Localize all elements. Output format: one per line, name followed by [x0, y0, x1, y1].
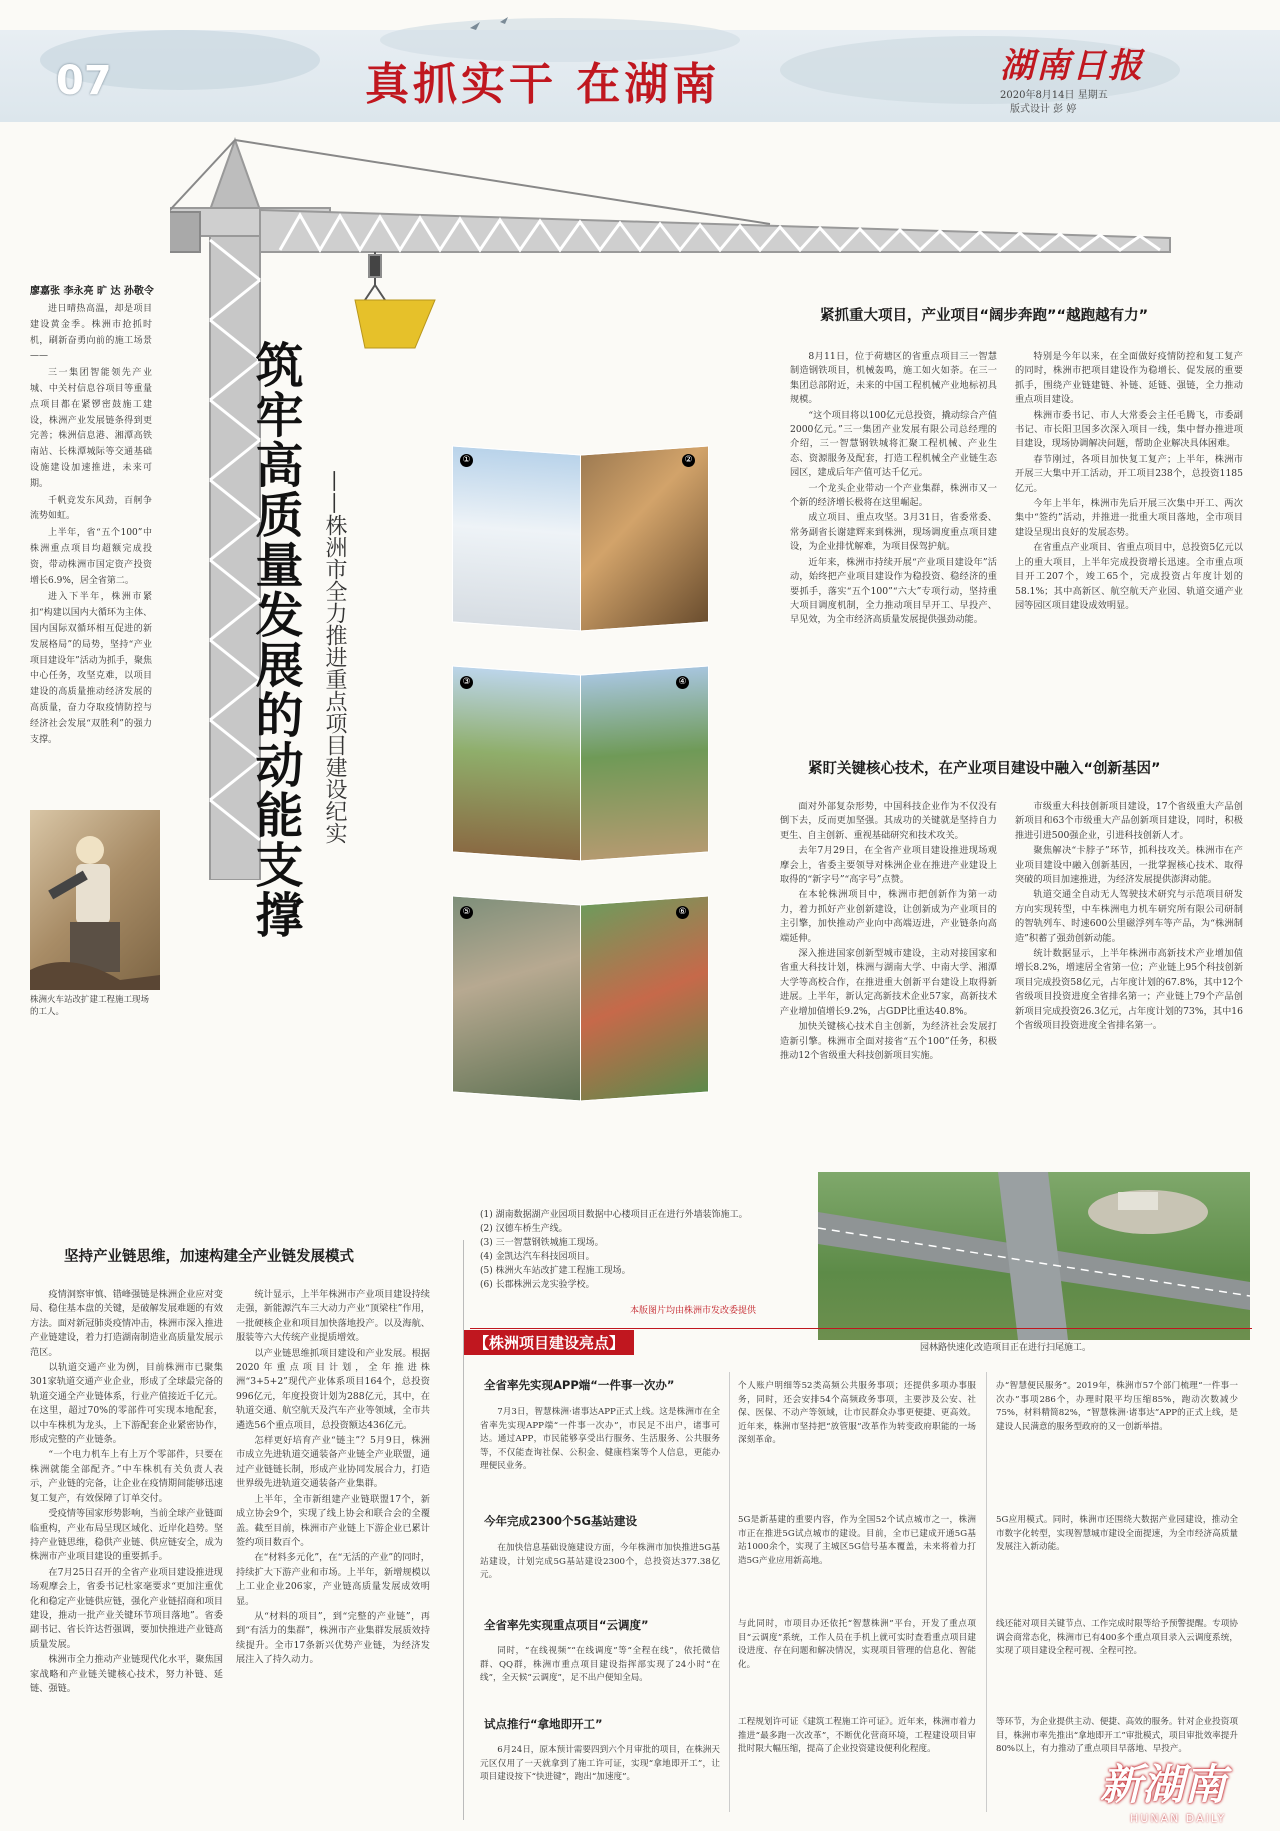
section3-column-b: 统计显示，上半年株洲市产业项目建设持续走强，新能源汽车三大动力产业“顶梁柱”作用，一批硬核企业和项目加快落地投产。以及海航、服装等六大传统产业提质增效。 以产业链思维抓项目建设和产业发展。根据2020年重点项目计划，全年推进株洲“3+5+2”现代产业体系项目164个，总投资996亿元，年度投资计划为288亿元，其中，在轨道交通、航空航天及汽车产业等领域，全市共遴选56个重点项目，总投资额达436亿元。 怎样更好培育产业“链主”？5月9日，株洲市成立先进轨道交通装备产业链全产业联盟，通过产业链链长制，形成产业协同发展合力，打造世界级先进轨道交通装备产业集群。 上半年，全市新组建产业链联盟17个，新成立协会9个，实现了线上协会和联合会的全覆盖。截至目前，株洲市产业链上下游企业已累计签约项目数百个。 在“材料多元化”，在“无活的产业”的同时，持续扩大下游产业和市场。上半年，新增规模以上工业企业206家，产业链高质量发展成效明显。 从“材料的项目”，到“完整的产业链”，再到“有活力的集群”，株洲市产业集群发展质效持续提升。全市17条新兴优势产业链，为经济发展注入了持久动力。: [236, 1289, 430, 1666]
section2-column-b: 市级重大科技创新项目建设，17个省级重大产品创新项目和63个市级重大产品创新项目建设，同时，积极推进引进500强企业，引进科技创新人才。 聚焦解决“卡脖子”环节，抓科技攻关。株洲市在产业项目建设中融入创新基因，一批掌握核心技术、取得突破的项目加速推进，为经济发展提供澎湃动能。 轨道交通全自动无人驾驶技术研究与示范项目研发方向实现转型，中车株洲电力机车研究所有限公司研制的智轨列车、时速600公里磁浮列车等产品，为“株洲制造”积蓄了强劲创新动能。 统计数据显示，上半年株洲市高新技术产业增加值增长8.2%，增速居全省第一位；产业链上95个科技创新项目完成投资58亿元，占年度计划的67.8%，其中12个省级项目投资进度全省排名第一；产业链上79个产品创新项目完成投资26.3亿元，占年度计划的73%，其中16个省级项目投资进度全省排名第一。: [1015, 801, 1243, 1032]
hook-cargo: [355, 300, 435, 348]
issue-date: 2020年8月14日 星期五: [1000, 90, 1108, 101]
caption-2: (2) 汉德车桥生产线。: [480, 1224, 568, 1234]
highlight-2-text-a: 在加快信息基础设施建设方面，今年株洲市加快推进5G基站建设，计划完成5G基站建设2300个，总投资达377.38亿元。: [480, 1543, 720, 1580]
section1-column-b: 特别是今年以来，在全面做好疫情防控和复工复产的同时，株洲市把项目建设作为稳增长、促发展的重要抓手，围绕产业链建链、补链、延链、强链，全力推动重点项目建设。 株洲市委书记、市人大常委会主任毛腾飞，市委副书记、市长阳卫国多次深入项目一线，集中督办推进项目建设，现场协调解决问题，帮助企业解决具体困难。 春节刚过，各项目加快复工复产；上半年，株洲市开展三大集中开工活动，开工项目238个，总投资1185亿元。 今年上半年，株洲市先后开展三次集中开工、两次集中“签约”活动，并推进一批重大项目落地，全市项目建设呈现出良好的发展态势。 在省重点产业项目、省重点项目中，总投资5亿元以上的重大项目，上半年完成投资增长迅速。全市重点项目开工207个，竣工65个，完成投资占年度计划的58.1%；其中高新区、航空航天产业园、轨道交通产业园等园区项目建设成效明显。: [1015, 351, 1243, 611]
highlight-4-text-a: 6月24日，原本预计需要四到六个月审批的项目，在株洲天元区仅用了一天就拿到了施工许可证，实现“拿地即开工”，让项目建设按下“快进键”，跑出“加速度”。: [480, 1745, 720, 1782]
photo-credit: 本版图片均由株洲市发改委提供: [630, 1306, 757, 1316]
photo-label-1: ①: [460, 454, 473, 467]
highlight-2-text-b: 5G是新基建的重要内容，作为全国52个试点城市之一，株洲市正在推进5G试点城市的建设。目前，全市已建成开通5G基站1000余个，实现了主城区5G信号基本覆盖，未来将着力打造5G产业应用新高地。: [738, 1515, 976, 1566]
highlight-3-text-c: 线还能对项目关键节点、工作完成时限等给予预警提醒。专项协调会商常态化，株洲市已有400多个重点项目录入云调度系统，实现了项目建设全程可视、全程可控。: [996, 1619, 1238, 1656]
photo-captions: [480, 1208, 800, 1292]
caption-3: (3) 三一智慧钢铁城施工现场。: [480, 1238, 604, 1248]
highlight-4-title: 试点推行“拿地即开工”: [484, 1717, 603, 1731]
worker-photo: [30, 810, 160, 990]
divider-hl-1: [729, 1372, 730, 1812]
photo-3: [452, 665, 582, 861]
divider-left: [463, 1240, 464, 1820]
watermark-sub: HUNAN DAILY: [1130, 1812, 1227, 1825]
highlights-title: 【株洲项目建设亮点】: [464, 1330, 634, 1355]
bridge-photo: [818, 1172, 1250, 1340]
photo-label-6: ⑥: [676, 906, 689, 919]
highlight-1-text-b: 个人账户明细等52类高频公共服务事项；还提供多项办事服务，同时，还会安排54个高频政务事项，主要涉及公安、社保、医保、不动产等领域，让市民群众办事更便捷、更高效。近年来，株洲市坚持把“放管服”改革作为转变政府职能的一场深刻革命。: [738, 1381, 976, 1445]
highlight-3-title: 全省率先实现重点项目“云调度”: [484, 1618, 649, 1632]
intro-column: 进日晴热高温，却是项目建设黄金季。株洲市抢抓时机，刷新奋勇向前的施工场景—— 三一集团智能领先产业城、中关村信息谷项目等重量点项目都在紧锣密鼓施工建设，株洲产业发展链条得到更完善；株洲信息港、湘潭高铁南站、长株潭城际等交通基础设施建设加速推进，未来可期。 千帆竞发东风劲，百舸争流势如虹。 上半年，省“五个100”中株洲重点项目均超额完成投资，带动株洲市国定资产投资增长6.9%，居全省第二。 进入下半年，株洲市紧扣“构建以国内大循环为主体、国内国际双循环相互促进的新发展格局”的局势，坚持“产业项目建设年”活动为抓手，聚焦中心任务，攻坚克难，以项目建设的高质量推动经济发展的高质量，奋力夺取疫情防控与经济社会发展“双胜利”的强力支撑。: [30, 304, 152, 745]
highlight-2-text-c: 5G应用模式。同时，株洲市还围绕大数据产业园建设，推动全市数字化转型，实现智慧城市建设全面提速，为全市经济高质量发展注入新动能。: [996, 1515, 1238, 1552]
watermark-text: 新湖南: [1100, 1760, 1227, 1809]
section3-heading: 坚持产业链思维，加速构建全产业链发展模式: [64, 1249, 354, 1265]
highlight-3-text-b: 与此同时，市项目办还依托“智慧株洲”平台，开发了重点项目“云调度”系统，工作人员在手机上就可实时查看重点项目建设进度、存在问题和解决情况，实现项目管理的信息化、智能化。: [738, 1619, 976, 1670]
photo-cube-bottom: [452, 890, 707, 1100]
highlight-2-title: 今年完成2300个5G基站建设: [484, 1514, 637, 1528]
photo-label-4: ④: [676, 676, 689, 689]
page-headline: 真抓实干 在湖南: [365, 59, 721, 110]
photo-5: [452, 895, 582, 1101]
highlight-1-text-a: 7月3日，智慧株洲·诸事达APP正式上线。这是株洲市在全省率先实现APP端“一件事一次办”，市民足不出户，诸事可达。通过APP，市民能够享受出行服务、生活服务、公共服务等，不仅能查询社保、公积金、健康档案等个人信息，更能办理便民业务。: [480, 1407, 720, 1471]
section2-heading: 紧盯关键核心技术，在产业项目建设中融入“创新基因”: [808, 761, 1161, 777]
highlight-1-title: 全省率先实现APP端“一件事一次办”: [484, 1378, 675, 1392]
caption-4: (4) 金凯达汽车科技园项目。: [480, 1252, 595, 1262]
story-subtitle: ——株洲市全力推进重点项目建设纪实: [322, 470, 347, 844]
section1-column-a: 8月11日，位于荷塘区的省重点项目三一智慧制造钢铁项目，机械轰鸣，施工如火如荼。在三一集团总部附近，未来的中国工程机械产业地标初具规模。 “这个项目将以100亿元总投资，撬动综合产值2000亿元。”三一集团产业发展有限公司总经理的介绍，三一智慧钢铁城将汇聚工程机械、产业生态、资源服务及配套，打造工程机械全产业链生态园区，建成后年产值可达千亿元。 一个龙头企业带动一个产业集群，株洲市又一个新的经济增长极将在这里崛起。 成立项目、重点攻坚。3月31日，省委常委、常务副省长谢建辉来到株洲，现场调度重点项目建设，为企业排忧解难，为项目保驾护航。 近年来，株洲市持续开展“产业项目建设年”活动，始终把产业项目建设作为稳投资、稳经济的重要抓手，落实“五个100”“六大”专项行动，坚持重大项目调度机制，全力推动项目早开工、早投产、早见效，为全市经济高质量发展提供强劲动能。: [790, 351, 997, 626]
highlight-4-text-c: 等环节，为企业提供主动、便捷、高效的服务。针对企业投资项目，株洲市率先推出“拿地即开工”审批模式，项目审批效率提升80%以上，有力推动了重点项目早落地、早投产。: [996, 1717, 1238, 1754]
section2-column-a: 面对外部复杂形势，中国科技企业作为不仅没有倒下去，反而更加坚强。其成功的关键就是坚持自力更生、自主创新、重视基础研究和技术攻关。 去年7月29日，在全省产业项目建设推进现场观摩会上，省委主要领导对株洲企业在推进产业建设上取得的“新字号”“高字号”点赞。 在本轮株洲项目中，株洲市把创新作为第一动力，着力抓好产业创新建设，让创新成为产业项目的主引擎，加快推动产业向中高端迈进，产业链条向高端延伸。 深入推进国家创新型城市建设，主动对接国家和省重大科技计划，株洲与湖南大学、中南大学、湘潭大学等高校合作，在推进重大创新平台建设上取得新进展。上半年，新认定高新技术企业57家，高新技术产业增加值增长9.2%，占GDP比重达40.8%。 加快关键核心技术自主创新，为经济社会发展打造新引擎。株洲市全面对接省“五个100”任务，积极推动12个省级重大科技创新项目实施。: [780, 801, 997, 1061]
highlight-3-text-a: 同时，“在线视频”“在线调度”等“全程在线”，依托微信群、QQ群，株洲市重点项目建设指挥部实现了24小时“在线”，全天候“云调度”，足不出户便知全局。: [480, 1646, 720, 1683]
photo-1: [452, 445, 582, 631]
caption-5: (5) 株洲火车站改扩建工程施工现场。: [480, 1266, 631, 1276]
photo-label-2: ②: [682, 454, 695, 467]
byline: 廖嘉张 李永亮 旷 达 孙敬令: [30, 286, 154, 297]
story-title: 筑牢高质量发展的动能支撑: [247, 340, 303, 940]
section3-column-a: 疫情洞察审慎、错峰强链是株洲企业应对变局、稳住基本盘的关键，是破解发展难题的有效方法。面对新冠肺炎疫情冲击，株洲市深入推进产业链建设，着力打造湖南制造业高质量发展示范区。 以轨道交通产业为例，目前株洲市已聚集301家轨道交通产业企业，形成了全球最完备的轨道交通全产业链体系，行业产值接近千亿元。在这里，超过70%的零部件可实现本地配套，以中车株机为龙头，上下游配套企业紧密协作，形成完整的产业链条。 “一个电力机车上有上万个零部件，只要在株洲就能全部配齐。”中车株机有关负责人表示，产业链的完备，让企业在疫情期间能够迅速复工复产，有效保障了订单交付。 受疫情等国家形势影响，当前全球产业链面临重构，产业布局呈现区域化、近岸化趋势。坚持产业链思维，稳供产业链、供应链安全，成为株洲市产业项目建设的重要抓手。 在7月25日召开的全省产业项目建设推进现场观摩会上，省委书记杜家毫要求“更加注重优化和稳定产业链供应链，强化产业链招商和项目建设，推动一批产业关键环节项目落地”。省委副书记、省长许达哲强调，要加快推进产业链高质量发展。 株洲市全力推动产业链现代化水平，聚焦国家战略和产业链关键核心技术，努力补链、延链、强链。: [30, 1289, 223, 1694]
photo-2: [580, 445, 709, 631]
watermark-logo: [1100, 1752, 1270, 1825]
photo-cube-top: [452, 440, 707, 630]
worker-caption: 株洲火车站改扩建工程施工现场的工人。: [30, 995, 150, 1017]
photo-label-5: ⑤: [460, 906, 473, 919]
caption-6: (6) 长郡株洲云龙实验学校。: [480, 1280, 595, 1290]
photo-label-3: ③: [460, 676, 473, 689]
paper-name: 湖南日报: [1000, 46, 1144, 86]
caption-1: (1) 湖南数据湖产业园项目数据中心楼项目正在进行外墙装饰施工。: [480, 1210, 748, 1220]
photo-4: [580, 665, 709, 861]
highlight-1-text-c: 办“智慧便民服务”。2019年，株洲市57个部门梳理“一件事一次办”事项286个，办理时限平均压缩85%，跑动次数减少75%，材料精简82%，“智慧株洲·诸事达”APP的正式上线，是建设人民满意的服务型政府的又一创新举措。: [996, 1381, 1238, 1432]
page-number: 07: [56, 58, 112, 104]
bridge-caption: 园林路快速化改造项目正在进行扫尾施工。: [920, 1343, 1092, 1353]
divider-hl-2: [986, 1372, 987, 1812]
photo-cube-middle: [452, 660, 707, 860]
section1-heading: 紧抓重大项目，产业项目“阔步奔跑”“越跑越有力”: [820, 308, 1149, 324]
photo-6: [580, 895, 709, 1101]
page-designer: 版式设计 彭 婷: [1010, 104, 1077, 115]
highlight-4-text-b: 工程规划许可证《建筑工程施工许可证》。近年来，株洲市着力推进“最多跑一次改革”，不断优化营商环境，工程建设项目审批时限大幅压缩，提高了企业投资建设便利化程度。: [738, 1717, 976, 1754]
